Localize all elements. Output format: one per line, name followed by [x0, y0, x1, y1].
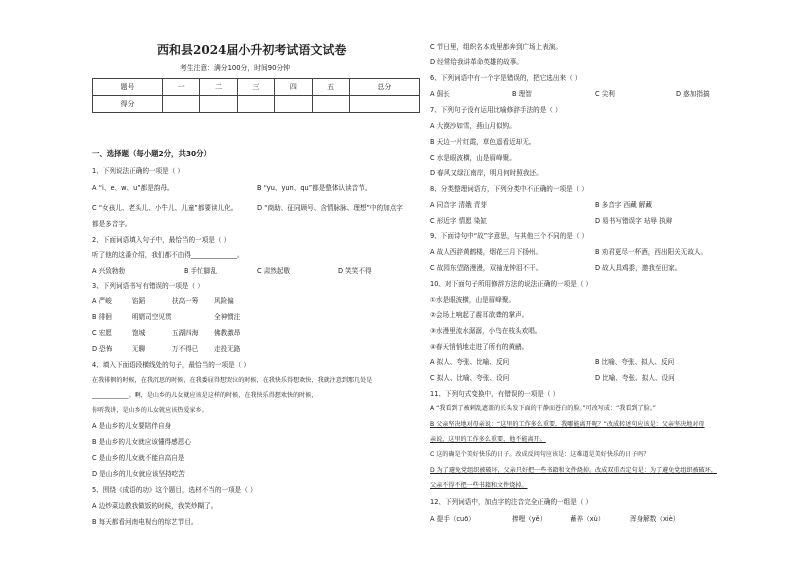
option-line: A 拟人、夸张、比喻、反问 [430, 358, 510, 366]
option-word: 浑身解数（xiè） [630, 515, 680, 523]
option-line: D 故人具鸡黍，邀我至田家。 [595, 264, 682, 272]
question-line: 1、下列说法正确的一项是（ ） [92, 167, 185, 175]
question-line: 7、下列句子没有运用比喻修辞手法的是（ ） [430, 106, 562, 114]
option-word: 蓄养（xù） [570, 515, 605, 523]
option-line: D 是山乡的儿女就应该坚持吃苦 [92, 470, 185, 478]
option-line: D 笑笑不得 [338, 267, 372, 275]
option-line: A 提手（cuō） [430, 515, 475, 523]
sentence-line: ③水漫里流水潺潺，小鸟在枝头欢唱。 [430, 327, 542, 335]
section-heading: 一、选择题（每小题2分，共30分） [92, 149, 211, 158]
score-header-cell: 三 [237, 79, 274, 96]
sentence-line: ④春天悄悄地走进了所有的黄鹂。 [430, 343, 529, 351]
option-line: B 天边一片红霞，草色遥看近却无。 [430, 138, 536, 146]
option-word: 五湖四海 [172, 329, 199, 337]
option-line: C 拟人、比喻、夸张、设问 [430, 374, 510, 382]
option-line: A “我看到了被刺乱遮盖的长头发下面的干静而苍白的脸。”可改写成：“我看到了脸。” [430, 405, 656, 412]
option-line: C 故园东望路漫漫，双袖龙钟泪不干。 [430, 264, 543, 272]
option-line: B 每天都看河南电视台的综艺节目。 [92, 518, 198, 526]
passage-line: 在我徘徊的时候，在我沉思的时候，在我委屈得想哭泣的时候，在我快乐得想欢快，我就注意到那几处是 [92, 377, 373, 384]
option-line: A 是山乡的儿女要陪伴自身 [92, 422, 172, 430]
question-line: 3、下列词语书写有错误的一项是（ ） [92, 282, 204, 290]
score-header-cell: 题号 [93, 79, 163, 96]
question-line: 9、下面诗句中“故”字意思，与其他三个不同的是（ ） [430, 232, 589, 240]
score-header-cell: 二 [200, 79, 237, 96]
option-word: 万不得已 [172, 345, 199, 353]
question-line: 12、下列词语中，加点字的注音完全正确的一组是（ ） [430, 498, 593, 506]
option-line: A “i、e、w、u”都是韵母。 [92, 184, 174, 192]
option-line: B 徘徊 [92, 313, 112, 321]
option-line: 亲说，这里的工作多么重要，他不能离开。 [430, 436, 546, 443]
option-word: 扶高一筹 [172, 297, 199, 305]
option-line: C 是山乡的儿女就不能自高自是 [92, 454, 185, 462]
option-line: C 节日里，组织名本戏里都奔到广场上表演。 [430, 43, 562, 51]
option-line: 父亲不得不把一些书籍和文件烧掉。 [430, 482, 528, 489]
option-word: 明婿司空见贯 [132, 313, 172, 321]
option-line: A 大漠沙如雪，燕山月似钩。 [430, 122, 516, 130]
option-line: A 同音字 清娥 青芽 [430, 201, 487, 209]
option-line: 都是多音字。 [92, 220, 132, 228]
score-header-cell: 总分 [349, 79, 419, 96]
option-line: D 惑加指搞 [676, 90, 710, 98]
question-line: 4、填入下面语段横线处的句子，最恰当的一项是（ ） [92, 361, 250, 369]
score-cell[interactable] [200, 96, 237, 113]
option-word: 佛教激昂 [214, 329, 241, 337]
question-line: 5、围绕《成语的功》这个题目，选材不当的一项是（ ） [92, 486, 257, 494]
option-line: A 故人西辞黄鹤楼，烟花三月下扬州。 [430, 248, 543, 256]
score-cell[interactable] [237, 96, 274, 113]
sentence-line: ①水是眼波横，山是眉峰聚。 [430, 296, 516, 304]
option-word: 全神惯注 [214, 313, 241, 321]
exam-notice: 考生注意：满分100分，时间90分钟 [180, 64, 290, 72]
option-line: B “yu、yun、qu”都是整体认读音节。 [257, 184, 372, 192]
score-table-score-row [93, 96, 420, 113]
score-cell[interactable] [349, 96, 419, 113]
option-line: D 经常给我讲革命英雄的故事。 [430, 58, 523, 66]
question-line: 2、下面词语填入句子中，最恰当的一项是（ ） [92, 236, 231, 244]
option-line: C 水是眼波横，山是眉峰聚。 [430, 154, 516, 162]
option-line: A 边炒菜边教我做饭的时候，我笑炒糊了。 [92, 502, 218, 510]
passage-line: 你听我讲，是山乡的儿女就应该热爱家乡。 [92, 407, 208, 414]
option-line: B 劝君更尽一杯酒，西出阳关无故人。 [595, 248, 708, 256]
question-line: 6、下列词语中有一个字是错误的，把它选出来（ ） [430, 74, 582, 82]
question-line: 11、下列句式变换中，有错误的一项是（ ） [430, 390, 560, 398]
score-table-header-row [93, 79, 420, 96]
option-line: D 恐怖 [92, 345, 113, 353]
option-line: D 为了避免党组织被破坏，父亲只好把一些书籍和文件烧掉。改成双重否定句是：为了避免党组织被破坏， [430, 467, 717, 474]
option-word: 馅蹈 [132, 297, 146, 305]
score-header-cell: 一 [163, 79, 200, 96]
option-line: B 父亲坚决地对母亲说：“这里的工作多么重要，我哪能离开呢？”改成转述句应该是：父亲坚决地对母 [430, 421, 705, 428]
option-word: 走投无路 [214, 345, 241, 353]
option-line: D 比喻、夸张、拟人、设问 [595, 374, 675, 382]
option-line: B 手忙脚乱 [184, 267, 217, 275]
option-line: B 理智 [512, 90, 532, 98]
option-word: 捧哩（yě） [512, 515, 547, 523]
score-table [92, 78, 420, 113]
score-row-label: 得分 [93, 96, 163, 113]
option-line: C 这的确是个美好快乐的日子。改成反问句应该是：这难道是美好快乐的日子吗？ [430, 451, 650, 458]
score-header-cell: 五 [312, 79, 349, 96]
exam-title: 西和县2024届小升初考试语文试卷 [157, 43, 347, 57]
question-line: 10、对下面句子所用修辞方法的说法正确的一项是（ ） [430, 280, 593, 288]
option-line: A 倔长 [430, 90, 450, 98]
sentence-line: ②会场上响起了震耳欲聋的掌声。 [430, 311, 529, 319]
option-word: 无聊 [132, 345, 146, 353]
option-line: C “女孩儿、老头儿、小牛儿、儿童”都要读儿化。 [92, 204, 238, 212]
passage-line: ____________。啊，是山乡的儿女就应该是这样的时候，在我快乐得想欢快的时候， [92, 392, 318, 399]
option-word: 风险偏 [214, 297, 234, 305]
option-line: C 尖利 [595, 90, 615, 98]
option-line: C 肃然起敬 [257, 267, 291, 275]
question-line: 听了他的这番介绍，我们都不由得______________。 [92, 251, 244, 259]
option-line: C 形近字 情愿 染缸 [430, 217, 488, 225]
score-cell[interactable] [163, 96, 200, 113]
option-line: C 宏愿 [92, 329, 112, 337]
score-cell[interactable] [312, 96, 349, 113]
option-line: B 比喻、夸张、拟人、反问 [595, 358, 675, 366]
option-line: B 多音字 西藏 解藏 [595, 201, 652, 209]
option-line: B 是山乡的儿女就应该懂得感恩心 [92, 438, 191, 446]
option-line: D 春风又绿江南岸，明月何时照我还。 [430, 169, 543, 177]
question-line: 8、分类整理词语方，下列分类中不正确的一项是（ ） [430, 185, 588, 193]
option-word: 饱城 [132, 329, 146, 337]
score-header-cell: 四 [275, 79, 312, 96]
option-line: D 易书写错误字 玷辱 执辩 [595, 217, 673, 225]
option-line: A 严峻 [92, 297, 112, 305]
score-cell[interactable] [275, 96, 312, 113]
option-line: A 兴致勃勃 [92, 267, 125, 275]
option-line: D “商助、征同顾号、含情脉脉、理想”中的加点字 [257, 204, 403, 212]
